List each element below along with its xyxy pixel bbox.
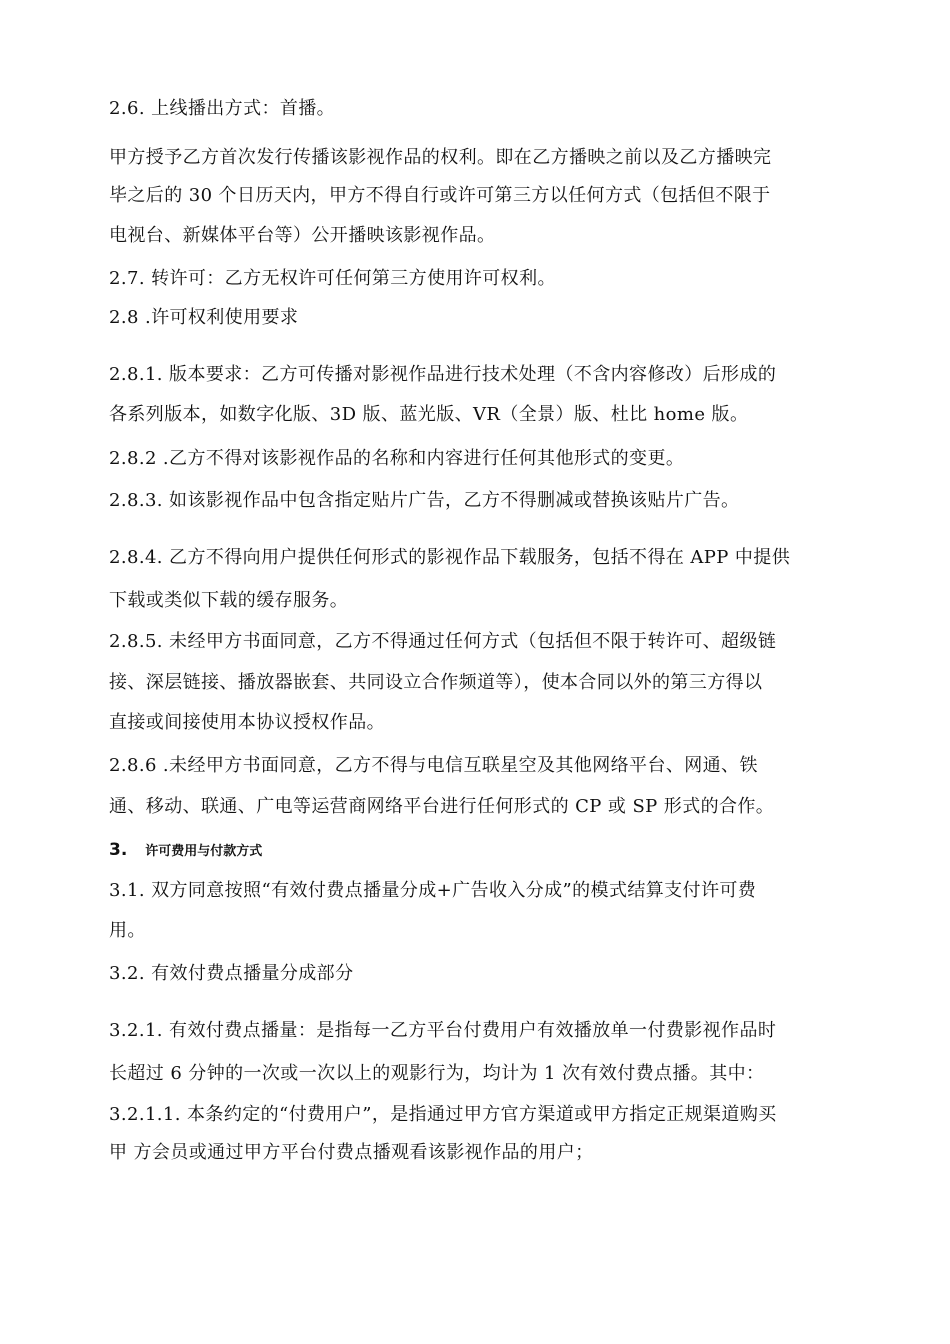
clause-2-8-4: 2.8.4. 乙方不得向用户提供任何形式的影视作品下载服务，包括不得在 APP 中提供 [109,547,791,568]
clause-2-8-3: 2.8.3. 如该影视作品中包含指定贴片广告，乙方不得删减或替换该贴片广告。 [109,490,740,511]
section-number: 3. [109,840,128,860]
clause-3-2: 3.2. 有效付费点播量分成部分 [109,963,354,984]
paragraph-line: 直接或间接使用本协议授权作品。 [109,712,385,733]
clause-3-2-1-1: 3.2.1.1. 本条约定的“付费用户”，是指通过甲方官方渠道或甲方指定正规渠道购买 [109,1104,777,1125]
paragraph-line: 用。 [109,920,146,941]
section-3-heading [109,840,844,860]
paragraph-line: 长超过 6 分钟的一次或一次以上的观影行为，均计为 1 次有效付费点播。其中： [109,1063,765,1084]
clause-2-8: 2.8 .许可权利使用要求 [109,307,299,328]
clause-2-8-2: 2.8.2 .乙方不得对该影视作品的名称和内容进行任何其他形式的变更。 [109,448,685,469]
clause-2-8-6: 2.8.6 .未经甲方书面同意，乙方不得与电信互联星空及其他网络平台、网通、铁 [109,755,758,776]
clause-2-7: 2.7. 转许可：乙方无权许可任何第三方使用许可权利。 [109,268,556,289]
paragraph-line: 毕之后的 30 个日历天内，甲方不得自行或许可第三方以任何方式（包括但不限于 [109,185,771,206]
clause-3-1: 3.1. 双方同意按照“有效付费点播量分成+广告收入分成”的模式结算支付许可费 [109,880,757,901]
clause-2-8-1: 2.8.1. 版本要求：乙方可传播对影视作品进行技术处理（不含内容修改）后形成的 [109,364,777,385]
paragraph-line: 甲方授予乙方首次发行传播该影视作品的权利。即在乙方播映之前以及乙方播映完 [109,147,772,168]
paragraph-line: 接、深层链接、播放器嵌套、共同设立合作频道等），使本合同以外的第三方得以 [109,672,763,693]
section-title: 许可费用与付款方式 [145,844,263,859]
paragraph-line: 甲 方会员或通过甲方平台付费点播观看该影视作品的用户； [109,1142,594,1163]
paragraph-line: 通、移动、联通、广电等运营商网络平台进行任何形式的 CP 或 SP 形式的合作。 [109,796,775,817]
paragraph-line: 各系列版本，如数字化版、3D 版、蓝光版、VR（全景）版、杜比 home 版。 [109,404,749,425]
clause-2-6: 2.6. 上线播出方式：首播。 [109,98,336,119]
clause-3-2-1: 3.2.1. 有效付费点播量：是指每一乙方平台付费用户有效播放单一付费影视作品时 [109,1020,777,1041]
paragraph-line: 下载或类似下载的缓存服务。 [109,590,349,611]
clause-2-8-5: 2.8.5. 未经甲方书面同意，乙方不得通过任何方式（包括但不限于转许可、超级链 [109,631,777,652]
paragraph-line: 电视台、新媒体平台等）公开播映该影视作品。 [109,225,496,246]
